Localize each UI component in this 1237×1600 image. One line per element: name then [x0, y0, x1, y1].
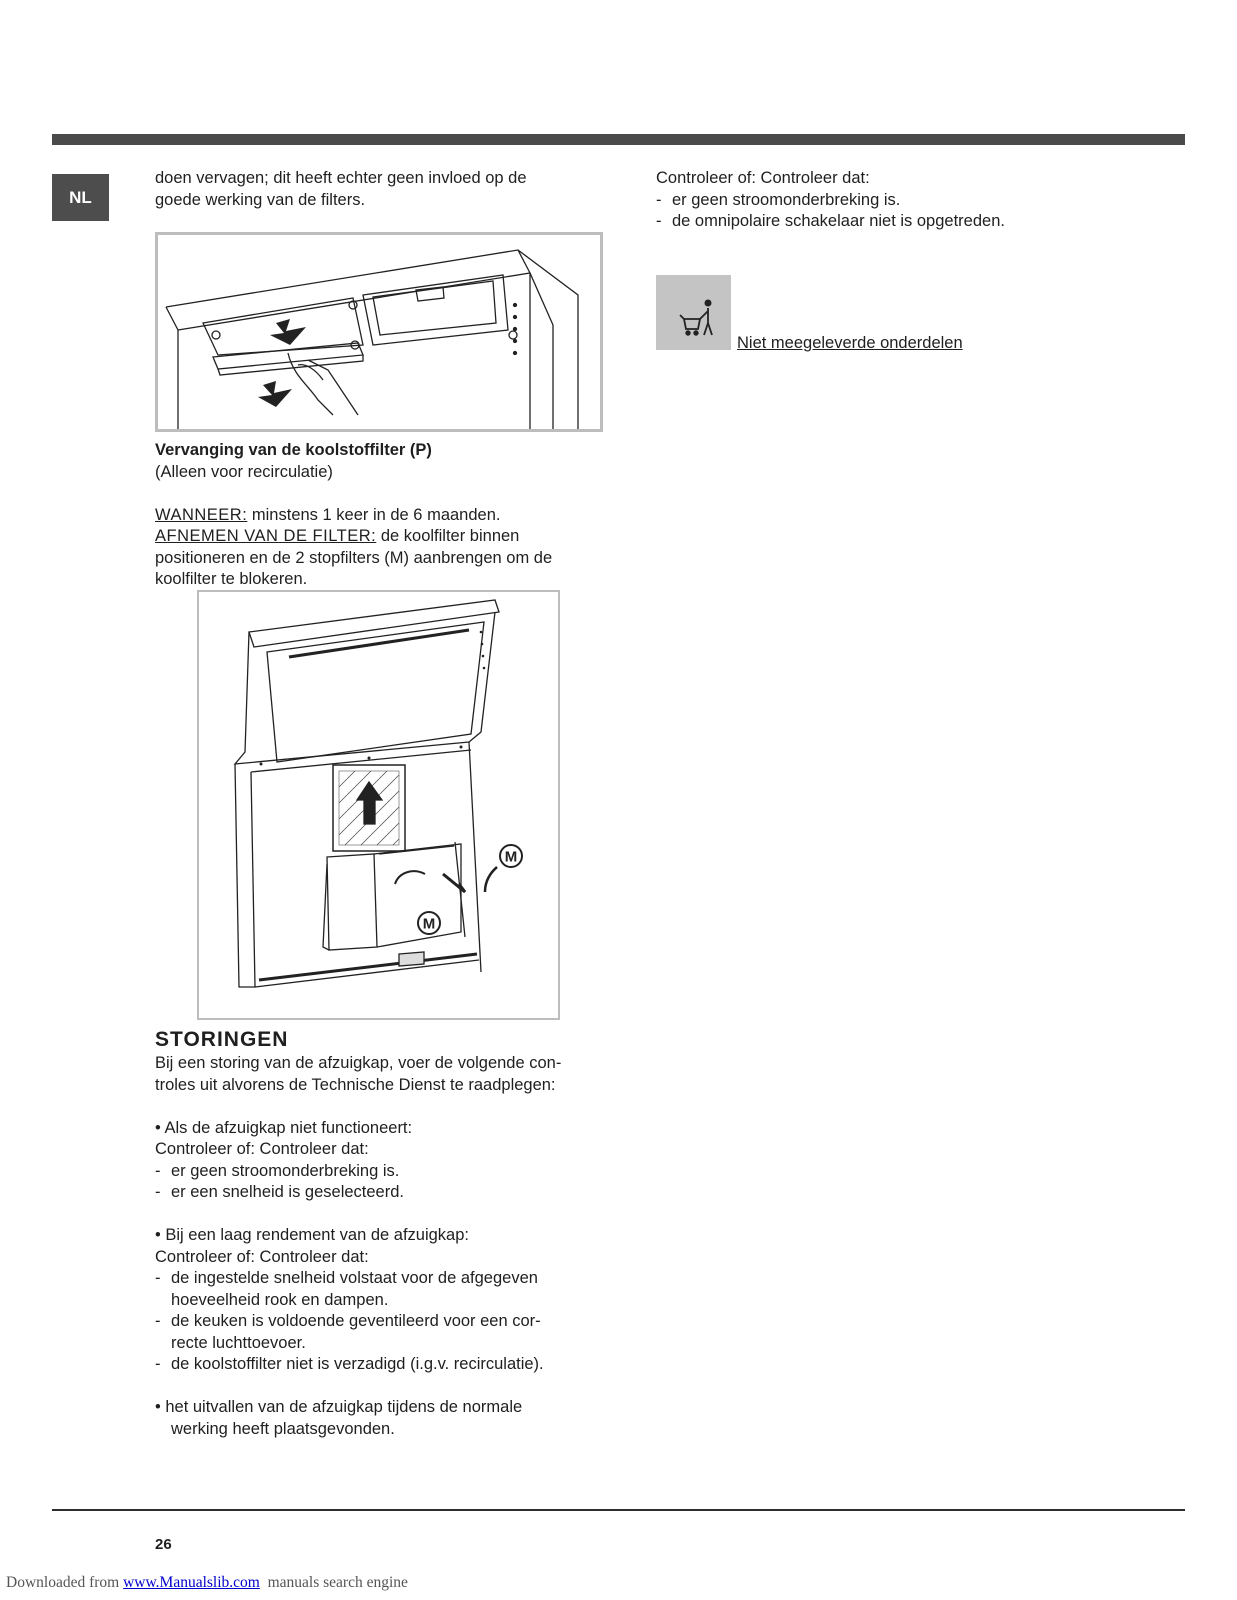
header-bar — [52, 134, 1185, 145]
stop-filter-label-top: M — [504, 848, 518, 866]
not-supplied-parts-label: Niet meegeleverde onderdelen — [737, 334, 963, 352]
intro-line: goede werking van de filters. — [155, 190, 366, 209]
footer-prefix: Downloaded from — [6, 1574, 124, 1591]
filter-removal-illustration — [155, 232, 603, 432]
fault-title: • Als de afzuigkap niet functioneert: — [155, 1118, 413, 1137]
manualslib-link[interactable]: www.Manualslib.com — [123, 1574, 260, 1591]
check-item: de koolstoffilter niet is verzadigd (i.g.v. recirculatie). — [171, 1355, 544, 1373]
stop-filter-label-bottom: M — [422, 915, 436, 933]
remove-text: de koolfilter binnen — [376, 527, 520, 545]
footer-rule — [52, 1509, 1185, 1511]
intro-line: doen vervagen; dit heeft echter geen invloed op de — [155, 169, 527, 187]
language-badge: NL — [52, 174, 109, 221]
remove-text: positioneren en de 2 stopfilters (M) aanbrengen om de — [155, 548, 553, 567]
when-label: WANNEER: — [155, 505, 248, 524]
faults-intro: Bij een storing van de afzuigkap, voer de volgende con- — [155, 1054, 562, 1072]
check-item: de ingestelde snelheid volstaat voor de afgegeven — [171, 1269, 538, 1287]
check-intro: Controleer of: Controleer dat: — [656, 169, 870, 187]
fault-title: werking heeft plaatsgevonden. — [171, 1419, 395, 1438]
check-intro: Controleer of: Controleer dat: — [155, 1247, 369, 1266]
check-item: de omnipolaire schakelaar niet is opgetreden. — [672, 212, 1005, 230]
right-column: Controleer of: Controleer dat: - er geen stroomonderbreking is. - de omnipolaire schakelaar niet is opgetreden. — [656, 168, 1176, 233]
section-subtitle: (Alleen voor recirculatie) — [155, 462, 333, 481]
check-item: er geen stroomonderbreking is. — [171, 1161, 400, 1180]
remove-text: koolfilter te blokeren. — [155, 570, 308, 588]
check-item: de keuken is voldoende geventileerd voor een cor- — [171, 1312, 541, 1330]
page-number: 26 — [155, 1536, 172, 1553]
download-footer — [6, 1572, 408, 1594]
footer-suffix: manuals search engine — [259, 1574, 408, 1591]
section-title: Vervanging van de koolstoffilter (P) — [155, 441, 432, 459]
shopping-cart-person-icon — [656, 275, 731, 350]
fault-title: • het uitvallen van de afzuigkap tijdens de normale — [155, 1398, 523, 1416]
check-item: er een snelheid is geselecteerd. — [171, 1183, 404, 1201]
carbon-filter-illustration — [197, 590, 560, 1020]
check-intro: Controleer of: Controleer dat: — [155, 1140, 369, 1158]
faults-heading: STORINGEN — [155, 1028, 289, 1051]
check-item: recte luchttoevoer. — [171, 1333, 306, 1352]
faults-section: STORINGEN Bij een storing van de afzuigkap, voer de volgende con- troles uit alvorens de Technische Dienst te raadplegen: • Als de afzuigkap niet functioneert: Controleer of: Controleer dat: - er geen stroomonderbreking is. - er een snelheid is geselecteerd. • Bij een laag rendement van de afzuigkap: Controleer of: Controleer dat: - de ingestelde snelheid volstaat voor de afgegeven hoeveelheid rook en dampen. - de keuken is voldoende geventileerd voor een cor- recte luchttoevoer. - de koolstoffilter niet is verzadigd (i.g.v. recirculatie). • het uitvallen van de afzuigkap tijdens de normale werking heeft plaatsgevonden. — [155, 1027, 605, 1440]
when-text: minstens 1 keer in de 6 maanden. — [247, 505, 501, 524]
carbon-filter-section — [155, 440, 605, 591]
check-item: er geen stroomonderbreking is. — [672, 190, 901, 209]
faults-intro: troles uit alvorens de Technische Dienst te raadplegen: — [155, 1075, 556, 1094]
fault-title: • Bij een laag rendement van de afzuigkap: — [155, 1226, 469, 1244]
remove-label: AFNEMEN VAN DE FILTER: — [155, 527, 377, 545]
intro-text — [155, 168, 605, 211]
check-item: hoeveelheid rook en dampen. — [171, 1290, 389, 1309]
